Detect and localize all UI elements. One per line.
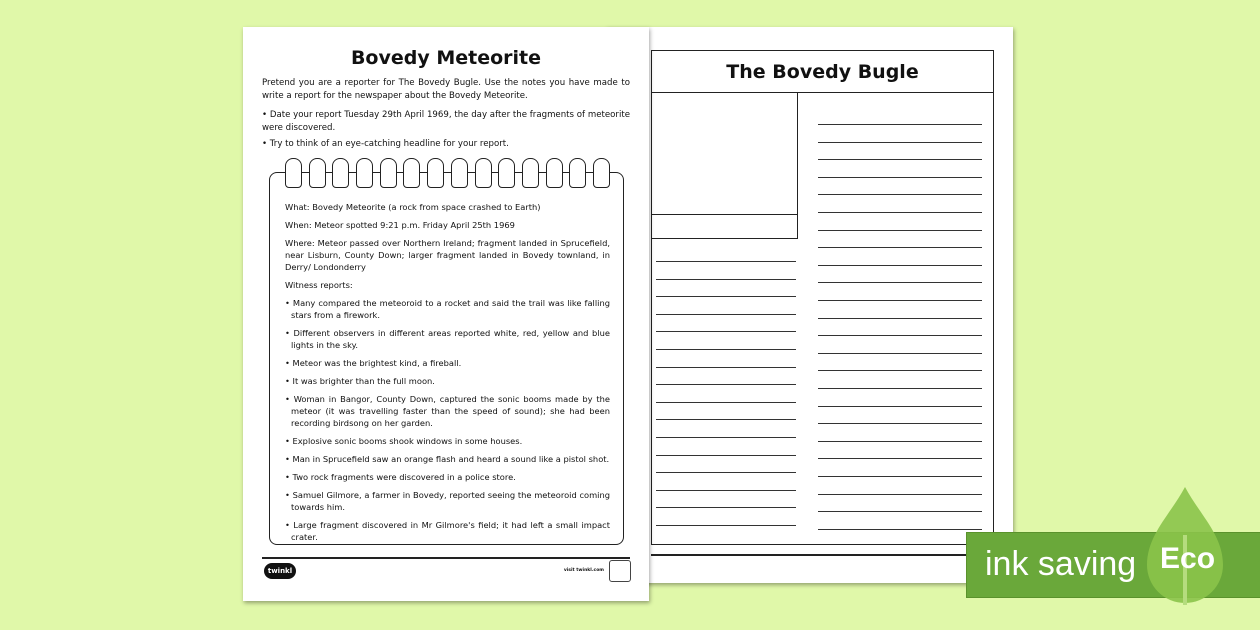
spiral-ring [427, 158, 444, 188]
witness-report-item: • Large fragment discovered in Mr Gilmore's field; it had left a small impact crater. [285, 520, 610, 542]
witness-report-item: • Explosive sonic booms shook windows in some houses. [285, 436, 523, 446]
witness-report-item: • Many compared the meteoroid to a rocket and said the trail was like falling stars from a firework. [285, 298, 610, 320]
writing-line [818, 124, 982, 125]
writing-line [818, 511, 982, 512]
spiral-ring [451, 158, 468, 188]
notebook-notes [269, 172, 624, 545]
writing-line [818, 388, 982, 389]
writing-line [818, 212, 982, 213]
witness-report-item: • It was brighter than the full moon. [285, 376, 435, 386]
twinkl-logo: twinkl [264, 563, 296, 579]
writing-line [656, 279, 796, 280]
writing-line [656, 437, 796, 438]
writing-line [656, 349, 796, 350]
witness-heading: Witness reports: [285, 280, 353, 290]
writing-line [656, 507, 796, 508]
writing-line [818, 194, 982, 195]
picture-box [652, 93, 798, 239]
writing-line [656, 384, 796, 385]
writing-line [818, 247, 982, 248]
writing-line [656, 296, 796, 297]
note-when: When: Meteor spotted 9:21 p.m. Friday April 25th 1969 [285, 220, 515, 230]
writing-line [818, 300, 982, 301]
notebook-spiral [285, 158, 610, 188]
witness-report-item: • Two rock fragments were discovered in a police store. [285, 472, 516, 482]
writing-line [818, 370, 982, 371]
twinkl-badge-icon [609, 560, 631, 582]
writing-line [818, 476, 982, 477]
writing-line [656, 525, 796, 526]
instruction-bullet: • Date your report Tuesday 29th April 1969, the day after the fragments of meteorite were discovered. [262, 110, 630, 133]
writing-line [656, 419, 796, 420]
note-where: Where: Meteor passed over Northern Ireland; fragment landed in Sprucefield, near Lisburn, County Down; larger fragment landed in Bovedy townland, in Derry/ Londonderry [285, 238, 610, 272]
witness-report-item: • Meteor was the brightest kind, a fireball. [285, 358, 462, 368]
footer-divider [651, 554, 994, 556]
newspaper-template-page [606, 27, 1013, 583]
footer-divider [262, 557, 630, 559]
worksheet-title: Bovedy Meteorite [350, 47, 542, 69]
spiral-ring [546, 158, 563, 188]
writing-line [656, 331, 796, 332]
note-what: What: Bovedy Meteorite (a rock from space crashed to Earth) [285, 202, 541, 212]
writing-line [818, 423, 982, 424]
eco-badge-label: Eco [1160, 542, 1216, 575]
writing-line [818, 441, 982, 442]
writing-line [818, 282, 982, 283]
writing-line [656, 472, 796, 473]
writing-line [656, 314, 796, 315]
ink-saving-label: ink saving [985, 545, 1137, 583]
witness-report-item: • Woman in Bangor, County Down, captured the sonic booms made by the meteor (it was travelling faster than the speed of sound); she had been recording birdsong on her garden. [285, 394, 610, 428]
writing-line [656, 490, 796, 491]
writing-line [818, 529, 982, 530]
writing-line [818, 230, 982, 231]
writing-line [818, 142, 982, 143]
writing-line [656, 455, 796, 456]
newspaper-title: The Bovedy Bugle [652, 51, 993, 93]
footer-url: visit twinkl.com [563, 568, 604, 573]
spiral-ring [356, 158, 373, 188]
worksheet-page [243, 27, 649, 601]
writing-line [818, 177, 982, 178]
spiral-ring [332, 158, 349, 188]
writing-line [818, 406, 982, 407]
caption-box [652, 214, 797, 238]
writing-line [656, 402, 796, 403]
witness-report-item: • Different observers in different areas reported white, red, yellow and blue lights in the sky. [285, 328, 610, 350]
witness-report-item: • Samuel Gilmore, a farmer in Bovedy, reported seeing the meteoroid coming towards him. [285, 490, 610, 512]
spiral-ring [593, 158, 610, 188]
writing-line [818, 494, 982, 495]
spiral-ring [285, 158, 302, 188]
writing-line [818, 353, 982, 354]
instruction-bullet: • Try to think of an eye-catching headline for your report. [262, 139, 509, 149]
writing-line [818, 335, 982, 336]
writing-line [818, 318, 982, 319]
writing-line [818, 159, 982, 160]
writing-line [818, 458, 982, 459]
spiral-ring [498, 158, 515, 188]
spiral-ring [569, 158, 586, 188]
writing-line [656, 261, 796, 262]
spiral-ring [475, 158, 492, 188]
spiral-ring [380, 158, 397, 188]
writing-line [818, 265, 982, 266]
writing-line [656, 367, 796, 368]
spiral-ring [403, 158, 420, 188]
intro-text: Pretend you are a reporter for The Bovedy Bugle. Use the notes you have made to write a report for the newspaper about the Bovedy Meteorite. [262, 78, 630, 101]
newspaper-frame [651, 50, 994, 545]
witness-report-item: • Man in Sprucefield saw an orange flash and heard a sound like a pistol shot. [285, 454, 610, 464]
spiral-ring [309, 158, 326, 188]
spiral-ring [522, 158, 539, 188]
